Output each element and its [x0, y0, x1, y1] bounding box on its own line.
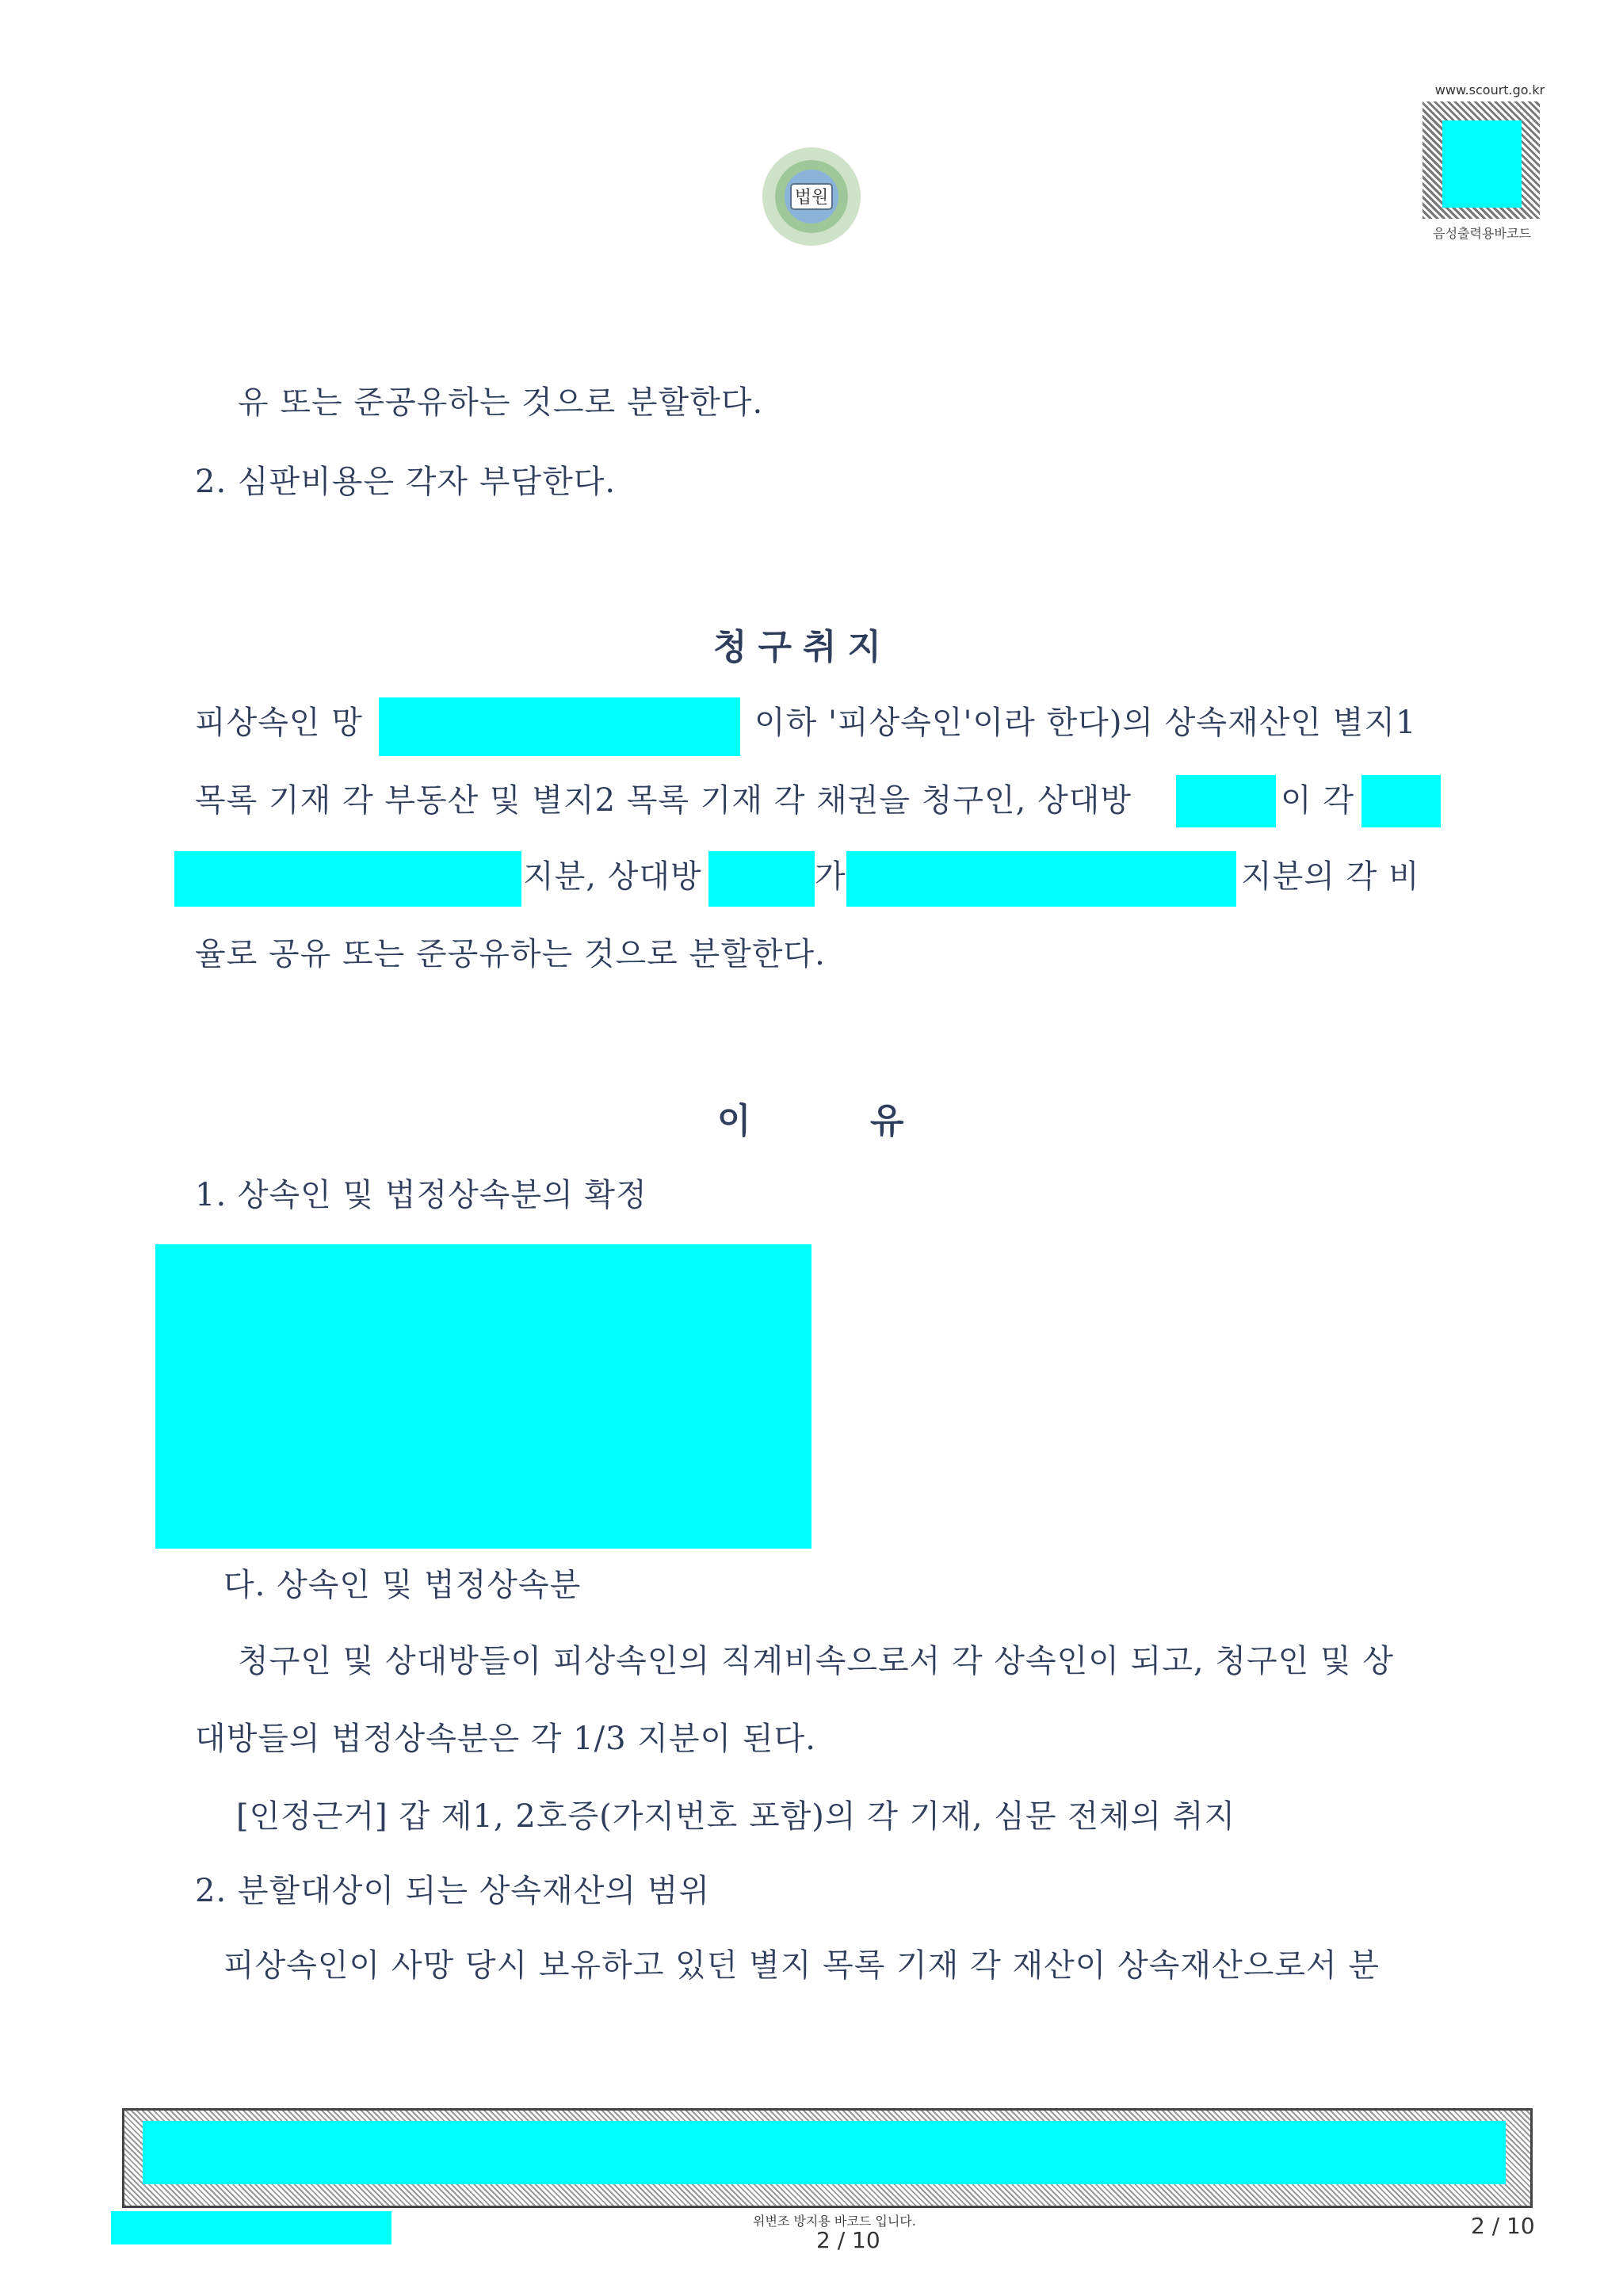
redaction-box [1442, 120, 1522, 208]
paragraph-1a: 청구인 및 상대방들이 피상속인의 직계비속으로서 각 상속인이 되고, 청구인 및 상 [238, 1643, 1394, 1679]
subsection-da: 다. 상속인 및 법정상속분 [223, 1567, 582, 1603]
redaction-box [1176, 775, 1276, 827]
claim-line-2b: 이 각 [1281, 782, 1354, 819]
qr-caption: 음성출력용바코드 [1433, 226, 1531, 241]
qr-url: www.scourt.go.kr [1434, 82, 1545, 97]
redaction-box [155, 1244, 812, 1549]
seal-text: 법원 [794, 188, 829, 208]
redaction-box [174, 851, 521, 907]
section-2-title: 2. 분할대상이 되는 상속재산의 범위 [195, 1873, 710, 1909]
claim-line-3a: 지분, 상대방 [523, 858, 702, 895]
redaction-box [143, 2121, 1506, 2184]
paragraph-2a: 피상속인이 사망 당시 보유하고 있던 별지 목록 기재 각 재산이 상속재산으로서 분 [223, 1947, 1380, 1984]
redaction-box [708, 851, 815, 907]
page-number-center: 2 / 10 [816, 2227, 880, 2253]
court-seal [735, 141, 888, 252]
section-1-title: 1. 상속인 및 법정상속분의 확정 [195, 1177, 647, 1213]
order-line-2: 2. 심판비용은 각자 부담한다. [195, 464, 617, 500]
claim-line-1b: 이하 '피상속인'이라 한다)의 상속재산인 별지1 [754, 705, 1417, 741]
barcode-note: 위변조 방지용 바코드 입니다. [753, 2214, 916, 2229]
claim-line-3c: 지분의 각 비 [1241, 858, 1420, 895]
claim-line-4: 율로 공유 또는 준공유하는 것으로 분할한다. [195, 936, 826, 972]
redaction-box [1361, 775, 1441, 827]
claim-line-3b: 가 [815, 858, 846, 895]
claim-line-1a: 피상속인 망 [195, 705, 363, 741]
evidence-line: [인정근거] 갑 제1, 2호증(가지번호 포함)의 각 기재, 심문 전체의 취지 [236, 1798, 1236, 1835]
redaction-box [379, 697, 740, 756]
redaction-box [846, 851, 1236, 907]
claim-heading: 청구취지 [713, 627, 893, 667]
reason-heading-b: 유 [870, 1101, 915, 1141]
order-line-1: 유 또는 준공유하는 것으로 분할한다. [238, 384, 764, 421]
page-number-right: 2 / 10 [1471, 2213, 1535, 2239]
paragraph-1b: 대방들의 법정상속분은 각 1/3 지분이 된다. [195, 1721, 816, 1757]
reason-heading-a: 이 [717, 1101, 762, 1141]
redaction-box [111, 2211, 391, 2244]
claim-line-2a: 목록 기재 각 부동산 및 별지2 목록 기재 각 채권을 청구인, 상대방 [195, 782, 1132, 819]
